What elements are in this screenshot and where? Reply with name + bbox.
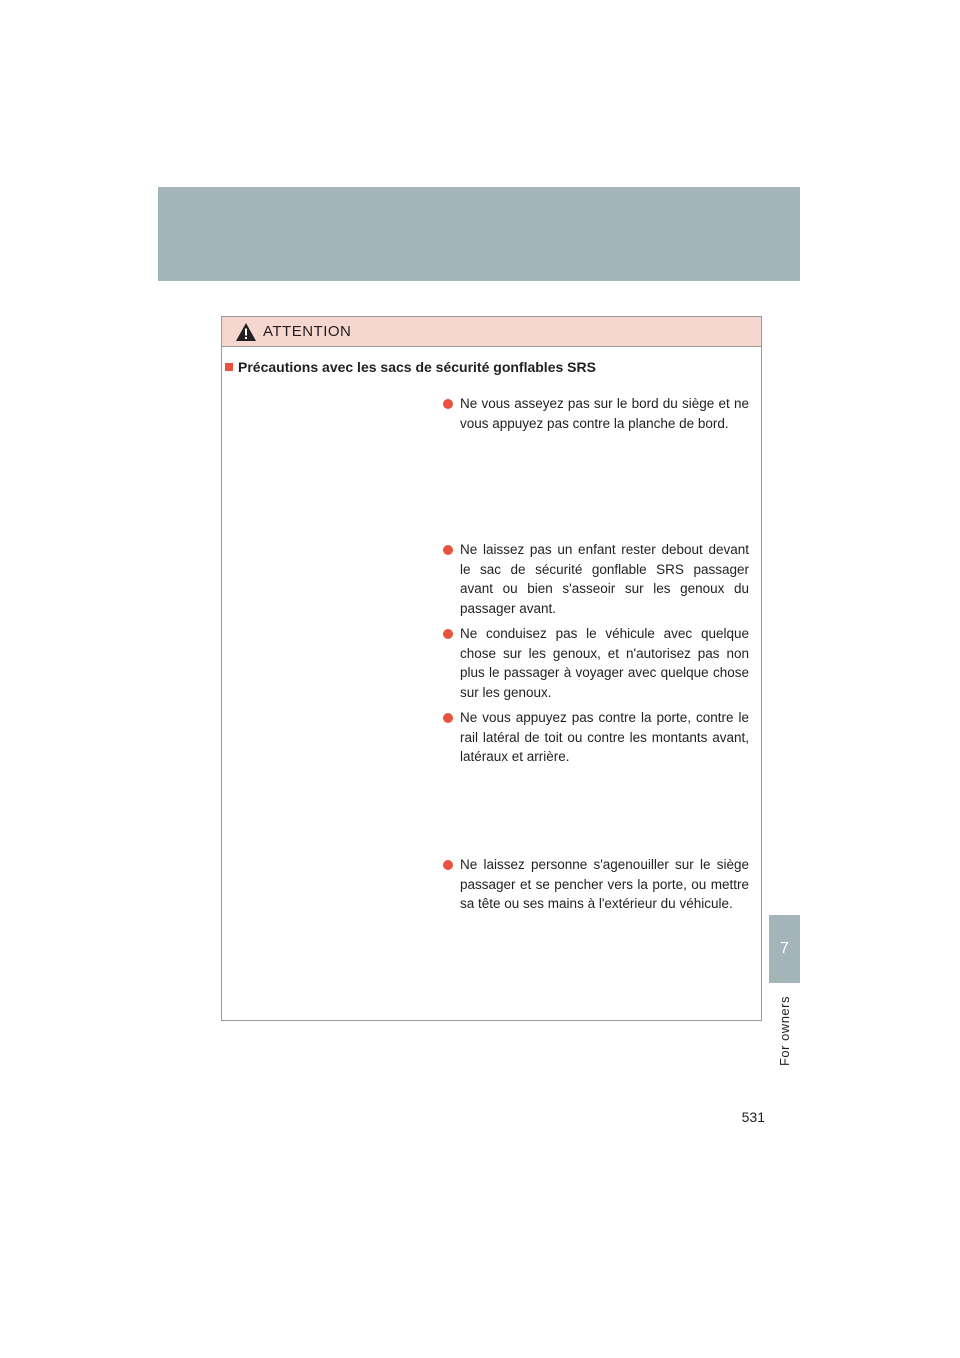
section-title xyxy=(225,359,596,375)
list-item-text: Ne vous asseyez pas sur le bord du siège et ne vous appuyez pas contre la planche de bord. xyxy=(460,396,749,431)
square-marker-icon xyxy=(225,363,233,371)
caution-box xyxy=(221,316,762,1021)
chapter-tab[interactable] xyxy=(769,915,800,983)
section-title-text: Précautions avec les sacs de sécurité gonflables SRS xyxy=(238,359,596,375)
warning-triangle-icon xyxy=(235,322,257,342)
bullet-dot-icon xyxy=(443,860,453,870)
header-band xyxy=(158,187,800,281)
list-item-text: Ne conduisez pas le véhicule avec quelque chose sur les genoux, et n'autorisez pas non plus le passager à voyager avec quelque chose sur les genoux. xyxy=(460,626,749,700)
list-item-text: Ne laissez personne s'agenouiller sur le siège passager et se pencher vers la porte, ou mettre sa tête ou ses mains à l'extérieur du véhicule. xyxy=(460,857,749,911)
list-item xyxy=(443,855,749,914)
page-number: 531 xyxy=(741,1109,765,1125)
bullet-dot-icon xyxy=(443,713,453,723)
list-item-text: Ne vous appuyez pas contre la porte, contre le rail latéral de toit ou contre les montants avant, latéraux et arrière. xyxy=(460,710,749,764)
caution-title: ATTENTION xyxy=(263,323,352,340)
list-item-text: Ne laissez pas un enfant rester debout devant le sac de sécurité gonflable SRS passager avant ou bien s'asseoir sur les genoux du passager avant. xyxy=(460,542,749,616)
chapter-label xyxy=(769,986,800,1076)
bullet-dot-icon xyxy=(443,399,453,409)
list-item xyxy=(443,708,749,767)
bullet-dot-icon xyxy=(443,629,453,639)
bullet-dot-icon xyxy=(443,545,453,555)
list-item xyxy=(443,394,749,433)
caution-header xyxy=(222,317,761,347)
list-item xyxy=(443,540,749,618)
chapter-number: 7 xyxy=(780,940,789,957)
chapter-label-text: For owners xyxy=(777,995,792,1067)
list-item xyxy=(443,624,749,702)
